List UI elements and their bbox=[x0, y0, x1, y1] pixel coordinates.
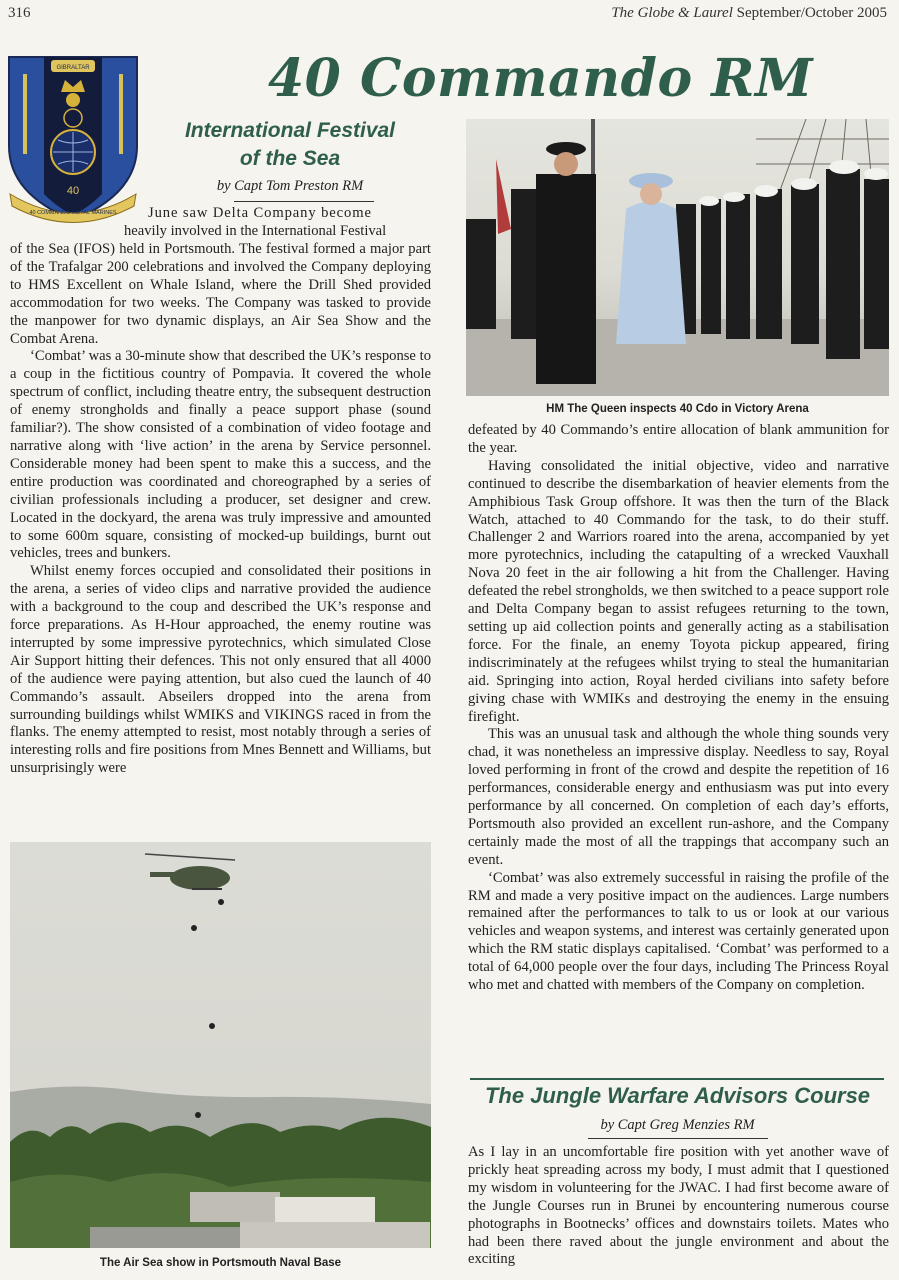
dagger-left-icon bbox=[23, 74, 27, 154]
paragraph: As I lay in an uncomfortable fire position with yet another wave of prickly heat spreading across my body, I must admit that I questioned my wisdom in volunteering for the JWAC. I had first become aware of the Jungle Courses run in Brunei by encountering numerous course photographs in Bootnecks’ offices and downstairs toilets. Mates who had been there raved about the jungle environment and about the exciting bbox=[468, 1144, 889, 1268]
running-header bbox=[611, 5, 887, 22]
article-subtitle bbox=[148, 117, 432, 173]
byline-rule bbox=[588, 1138, 768, 1139]
right-column bbox=[468, 422, 889, 995]
page-number: 316 bbox=[8, 5, 31, 21]
paragraph: Whilst enemy forces occupied and consolidated their positions in the arena, a series of video clips and narrative provided the audience with a background to the coup and described the UK’s response and force preparations. As H-Hour approached, the enemy routine was interrupted by some impressive pyrotechnics, which simulated Close Air Support hitting their defences. This not only ensured that all 4000 of the audience were paying attention, but also cued the launch of 40 Commando’s assault. Abseilers dropped into the arena from surrounding buildings whilst WMIKS and VIKINGS raced in from the flanks. The enemy attempted to resist, most notably through a series of interesting rolls and fire positions from Mnes Bennett and Williams, but unsurprisingly were bbox=[10, 563, 431, 777]
dagger-right-icon bbox=[119, 74, 123, 154]
crest-top-scroll: GIBRALTAR bbox=[56, 65, 90, 71]
paragraph: ‘Combat’ was a 30-minute show that described the UK’s response to a coup in the fictitious country of Pompavia. It covered the whole spectrum of conflict, including theatre entry, the subsequent destruction of enemy strongholds and finally a peace support phase (sound familiar?). The show consisted of a combination of video footage and narrative along with ‘live action’ in the arena by Service personnel. Considerable money had been spent to make this a success, and the entire production was coordinated and choreographed by a series of civilian professionals including a producer, set designer and crew. Located in the dockyard, the arena was truly impressive and amounted to some 600m square, consisting of mocked-up buildings, burnt out vehicles, trees and bunkers. bbox=[10, 348, 431, 562]
article2-byline: by Capt Greg Menzies RM bbox=[600, 1117, 755, 1133]
regimental-crest bbox=[6, 54, 140, 228]
paragraph: This was an unusual task and although the whole thing sounds very chad, it was nonetheless an impressive display. Needless to say, Royal loved performing in front of the crowd and despite the repetition of 16 performances, considerable energy and enthusiasm was put into every performance by all concerned. On completion of each day’s efforts, Portsmouth also provided an excellent run-ashore, and the Company certainly made the most of all the trappings that accompany such an event. bbox=[468, 726, 889, 868]
paragraph: of the Sea (IFOS) held in Portsmouth. The festival formed a major part of the Trafalgar 200 celebrations and involved the Company deploying to HMS Excellent on Whale Island, where the Drill Shed provided accommodation for two weeks. The Company was tasked to provide the manpower for two dynamic displays, an Air Sea Show and the Combat Arena. bbox=[10, 241, 431, 347]
lead-line-1: June saw Delta Company become bbox=[148, 205, 372, 221]
paragraph: defeated by 40 Commando’s entire allocation of blank ammunition for the year. bbox=[468, 422, 889, 456]
subtitle-line-1: International Festival bbox=[184, 119, 396, 142]
helicopter-icon bbox=[145, 854, 235, 890]
left-column bbox=[10, 241, 431, 778]
article-title: 40 Commando RM bbox=[268, 48, 814, 109]
section-rule bbox=[470, 1078, 884, 1080]
lead-line-2: heavily involved in the International Festival bbox=[124, 223, 387, 239]
queen-inspection-photo bbox=[466, 119, 889, 396]
byline-rule bbox=[234, 201, 374, 202]
issue-date: September/October 2005 bbox=[736, 5, 887, 21]
airsea-photo-caption: The Air Sea show in Portsmouth Naval Base bbox=[99, 1257, 342, 1269]
paragraph: ‘Combat’ was also extremely successful in raising the profile of the RM and made a very positive impact on the audiences. Large numbers remained after the performances to talk to us or look at our various vehicles and weapon systems, and interest was certainly generated upon which the RM static displays capitalised. ‘Combat’ was performed to a total of 64,000 people over the four days, including The Princess Royal who met and chatted with members of the Company on completion. bbox=[468, 869, 889, 994]
airsea-show-photo bbox=[10, 842, 431, 1248]
crest-bottom-scroll: 40 COMMANDO ROYAL MARINES bbox=[29, 210, 117, 216]
paragraph: Having consolidated the initial objective, video and narrative continued to describe the disembarkation of heavier elements from the Amphibious Task Group offshore. It was then the turn of the Black Watch, attached to 40 Commando for the task, to do their stuff. Challenger 2 and Warriors roared into the arena, accompanied by yet more pyrotechnics, including the catapulting of a wrecked Vauxhall Nova 20 feet in the air following a hit from the Challenger. Having defeated the rebel strongholds, we then switched to a peace support role and Delta Company began to assist refugees returning to the town, setting up aid collection points and generally acting as a stabilisation force. For the finale, an enemy Toyota pickup appeared, firing indiscriminately at the refugees whilst trying to steal the humanitarian aid. Springing into action, Royal herded civilians into safety before giving chase with WMIKs and destroying the enemy in the ensuing firefight. bbox=[468, 457, 889, 725]
article-byline: by Capt Tom Preston RM bbox=[216, 178, 364, 194]
queen-photo-caption: HM The Queen inspects 40 Cdo in Victory Arena bbox=[546, 403, 809, 415]
subtitle-line-2: of the Sea bbox=[239, 147, 341, 170]
article2-body bbox=[468, 1144, 889, 1269]
magazine-name: The Globe & Laurel bbox=[611, 5, 733, 21]
article2-title: The Jungle Warfare Advisors Course bbox=[484, 1083, 871, 1108]
crest-number: 40 bbox=[66, 185, 80, 197]
